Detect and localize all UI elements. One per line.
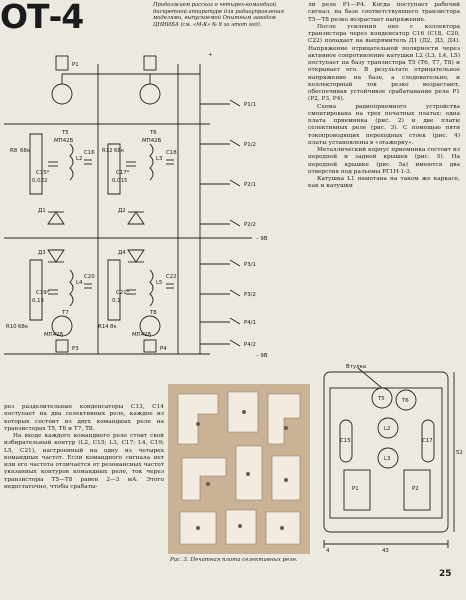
- transistor-type-label: МП42Б: [44, 332, 64, 338]
- contact-label: Р4/1: [244, 320, 256, 326]
- drawing-label: Т6: [402, 398, 409, 404]
- dimension-label: 4: [326, 548, 330, 554]
- capacitor-label: С21*: [116, 290, 130, 296]
- supply-label: – 9В: [256, 236, 268, 242]
- contact-label: Р3/2: [244, 292, 256, 298]
- transistor-label: Т8: [150, 310, 157, 316]
- drawing-label: С15: [340, 438, 351, 444]
- right-paragraph: ли реле Р1—Р4. Когда поступает рабочий сигнал, на базе соответствующего транзистора Т5—Т8 резко возрастает напряжение.: [308, 2, 460, 23]
- bottom-paragraph: рез разделительные конденсаторы С13, С14 поступает на два селективных реле, каждое из которых состоит из двух командных реле на транзисторах Т5, Т6 и Т7, Т8.: [4, 404, 164, 432]
- dimension-label: 52: [456, 450, 463, 456]
- resistor-value: 68к: [114, 148, 125, 154]
- capacitor-value: 0,1: [112, 298, 121, 304]
- article-intro: Продолжаем рассказ о четырех-командной дискретной аппаратуре для радиоуправления моделями, выпускаемой Опытным заводом ЦНИИБА (см. «М-К» № 8 за этот год).: [153, 2, 284, 28]
- bottom-paragraph: На входе каждого командного реле стоит свой избирательный контур (L2, C15; L3, C17; L4, C19; L5, C21), настроенный на одну из четырех командных частот. Если командного сигнала нет или его частота отличается от резонансных частот указанных контуров командных реле, ток через транзисторы Т5—Т8 равен 2—3 мА. Этого недостаточно, чтобы срабаты-: [4, 433, 164, 490]
- receiver-case-drawing: [318, 362, 462, 558]
- resistor-label: R8: [10, 148, 18, 154]
- drawing-label: С17: [422, 438, 433, 444]
- contact-label: Р2/2: [244, 222, 256, 228]
- drawing-label: Р2: [412, 486, 419, 492]
- transistor-label: Т5: [62, 130, 69, 136]
- resistor-value: 68к: [20, 148, 31, 154]
- resistor-label: R12: [102, 148, 113, 154]
- dimension-label: 43: [382, 548, 389, 554]
- coil-label: L3: [156, 156, 163, 162]
- contact-label: Р2/1: [244, 182, 256, 188]
- transistor-label: Т6: [150, 130, 157, 136]
- contact-label: Р3/1: [244, 262, 256, 268]
- capacitor-label: С20: [84, 274, 95, 280]
- right-paragraph: Катушка L1 намотана на таком же каркасе, как и катушки: [308, 176, 460, 190]
- capacitor-label: С17*: [116, 170, 130, 176]
- resistor-label: R10: [6, 324, 17, 330]
- contact-label: Р4/2: [244, 342, 256, 348]
- drawing-label: L2: [384, 426, 391, 432]
- capacitor-value: 0,15: [32, 298, 45, 304]
- article-heading: ОТ-4: [0, 0, 84, 36]
- drawing-label: Т5: [378, 396, 385, 402]
- drawing-label: Р1: [352, 486, 359, 492]
- figure-caption: Рис. 3. Печатная плата селективных реле.: [170, 557, 298, 563]
- coil-label: L5: [156, 280, 163, 286]
- transistor-type-label: МП42Б: [142, 138, 162, 144]
- transistor-type-label: МП42Б: [132, 332, 152, 338]
- drawing-label: Втулка: [346, 364, 367, 370]
- transistor-label: Т7: [62, 310, 69, 316]
- capacitor-value: 0,015: [112, 178, 128, 184]
- contact-label: Р1/1: [244, 102, 256, 108]
- diode-label: Д1: [38, 208, 46, 214]
- capacitor-label: С19*: [36, 290, 50, 296]
- right-paragraph: Схема радиоприемного устройства смонтирована на трех печатных платах: одна плата приемника (рис. 2) и две платы селективных реле (рис. 3). С помощью пяти токопроводящих переходных стоек (рис. 4) платы установлены в «этажерку».: [308, 103, 460, 146]
- diode-label: Д4: [118, 250, 126, 256]
- contact-label: Р1/2: [244, 142, 256, 148]
- drawing-label: L3: [384, 456, 391, 462]
- coil-label: L4: [76, 280, 83, 286]
- resistor-label: R14: [98, 324, 109, 330]
- resistor-value: 68к: [18, 324, 29, 330]
- capacitor-label: С18: [166, 150, 177, 156]
- relay-label: Р3: [72, 346, 79, 352]
- supply-label: – 9В: [256, 353, 268, 359]
- bottom-text-column: [4, 404, 164, 491]
- relay-label: Р1: [72, 62, 79, 68]
- relay-schematic: [0, 44, 306, 374]
- capacitor-label: С15*: [36, 170, 50, 176]
- transistor-type-label: МП42Б: [54, 138, 74, 144]
- right-paragraph: После усиления оно с коллектора транзистора через конденсатор С16 (С18, С20, С22) попадает на выпрямитель Д1 (Д2, Д3, Д4). Напряжение отрицательной полярности через активное сопротивление катушки L2 (L3, L4, L5) поступает на базу транзистора Т5 (Т6, Т7, Т8) и открывает его. В результате отрицательное напряжение на базе, а следовательно, и коллекторный ток резко возрастают, обеспечивая устойчивое срабатывание реле Р1 (Р2, Р3, Р4).: [308, 23, 460, 103]
- relay-label: Р4: [160, 346, 167, 352]
- right-paragraph: Металлический корпус приемника состоит из передней и задней крышек (рис. 5). На передней крышке (рис. 5а) имеются два отверстия под разъемы РГ1Н-1-3.: [308, 147, 460, 175]
- diode-label: Д2: [118, 208, 126, 214]
- resistor-value: 8к: [110, 324, 117, 330]
- capacitor-label: С22: [166, 274, 177, 280]
- capacitor-value: 0,022: [32, 178, 48, 184]
- coil-label: L2: [76, 156, 83, 162]
- right-text-column: [308, 2, 460, 191]
- polarity-label: +: [208, 52, 213, 58]
- diode-label: Д3: [38, 250, 46, 256]
- capacitor-label: С16: [84, 150, 95, 156]
- pcb-photo: [168, 384, 310, 554]
- page-number: 25: [439, 569, 452, 579]
